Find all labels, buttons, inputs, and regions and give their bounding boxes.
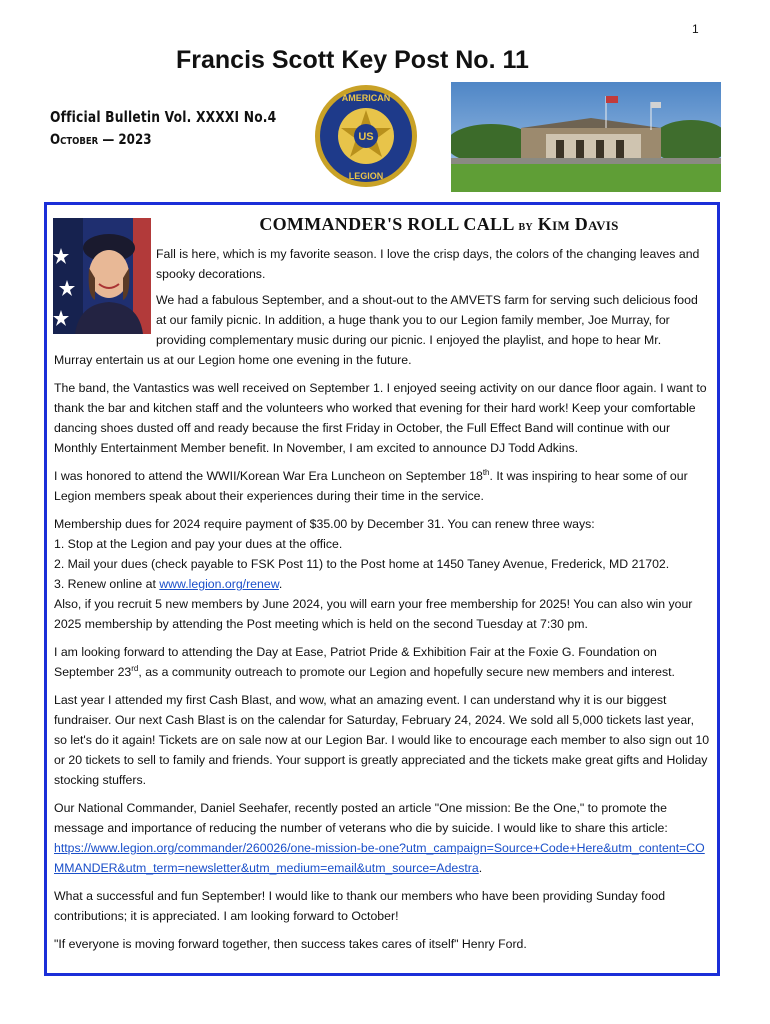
paragraph-1: Fall is here, which is my favorite season. I love the crisp days, the colors of the changing leaves and spooky decorations. — [156, 247, 700, 281]
paragraph-6 — [54, 642, 710, 682]
paragraph-4-text: I was honored to attend the WWII/Korean War Era Luncheon on September 18 — [54, 469, 483, 483]
newsletter-title: Francis Scott Key Post No. 11 — [176, 46, 529, 74]
paragraph-4 — [54, 466, 710, 506]
american-legion-emblem — [314, 84, 418, 188]
renew-option-3-end: . — [278, 577, 283, 591]
svg-text:LEGION: LEGION — [348, 171, 384, 181]
paragraph-2a: We had a fabulous September, and a shout-out to the AMVETS farm for serving such delicious food at our family picnic. In addition, a huge thank you to our Legion family member, Joe Murray, for providing complementary music during our picnic. I enjoyed the playlist, and hope to hear Mr. — [156, 293, 698, 347]
paragraph-8: Our National Commander, Daniel Seehafer, recently posted an article "One mission: Be the One," to promote the message and importance of reducing the number of veterans who die by suicide. I would like to share this article: — [54, 801, 668, 835]
bulletin-month: October — 2023 — [50, 132, 152, 148]
article-heading — [158, 214, 720, 235]
renew-option-3-text: 3. Renew online at — [54, 577, 160, 591]
renew-option-3 — [54, 574, 710, 594]
article-link-line — [54, 838, 710, 878]
heading-main: COMMANDER'S ROLL CALL — [259, 214, 514, 234]
heading-author: Kim Davis — [537, 214, 619, 234]
paragraph-6-text: I am looking forward to attending the Day at Ease, Patriot Pride & Exhibition Fair at the Foxie G. Foundation on September 23 — [54, 645, 657, 679]
bulletin-volume: Official Bulletin Vol. XXXXI No.4 — [50, 108, 277, 126]
svg-text:AMERICAN: AMERICAN — [341, 93, 391, 103]
paragraph-3: The band, the Vantastics was well received on September 1. I enjoyed seeing activity on our dance floor again. I want to thank the bar and kitchen staff and the volunteers who worked that evening for their hard work! Keep your comfortable dancing shoes dusted off and ready because the first Friday in October, the Full Effect Band will continue with our Monthly Entertainment Member benefit. In November, I am excited to announce DJ Todd Adkins. — [54, 381, 707, 455]
paragraph-2b: Murray entertain us at our Legion home one evening in the future. — [54, 353, 412, 367]
page-number: 1 — [692, 22, 699, 36]
paragraph-7: Last year I attended my first Cash Blast, and wow, what an amazing event. I can understand why it is our biggest fundraiser. Our next Cash Blast is on the calendar for Saturday, February 24, 2024. We sold all 5,000 tickets last year, so let's do it again! Tickets are on sale now at our Legion Bar. I would like to encourage each member to also sign out 10 or 20 tickets to sell to family and friends. Your support is greatly appreciated and the tickets make great gifts and Holiday stocking stuffers. — [54, 693, 710, 787]
ordinal-suffix: rd — [131, 663, 139, 673]
closing-quote: "If everyone is moving forward together, then success takes cares of itself" Henry Ford. — [54, 937, 527, 951]
post-building-photo — [451, 82, 721, 192]
renew-option-2: 2. Mail your dues (check payable to FSK Post 11) to the Post home at 1450 Taney Avenue, Frederick, MD 21702. — [54, 557, 670, 571]
membership-intro: Membership dues for 2024 require payment of $35.00 by December 31. You can renew three ways: — [54, 517, 595, 531]
heading-by: by — [518, 219, 533, 234]
ordinal-suffix: th — [482, 467, 490, 477]
renew-link[interactable]: www.legion.org/renew — [159, 577, 279, 591]
paragraph-6-text-end: , as a community outreach to promote our Legion and hopefully secure new members and interest. — [138, 665, 675, 679]
article-link-end: . — [478, 861, 483, 875]
recruit-paragraph: Also, if you recruit 5 new members by June 2024, you will earn your free membership for 2025! You can also win your 2025 membership by attending the Post meeting which is held on the second Tuesday at 7:30 pm. — [54, 597, 693, 631]
renew-option-1: 1. Stop at the Legion and pay your dues at the office. — [54, 537, 343, 551]
paragraph-9: What a successful and fun September! I would like to thank our members who have been providing Sunday food contributions; it is appreciated. I am looking forward to October! — [54, 889, 666, 923]
commander-article-link[interactable]: https://www.legion.org/commander/260026/one-mission-be-one?utm_campaign=Source+Code+Here&utm_content=COMMANDER&utm_term=newsletter&utm_medium=email&utm_source=Adestra — [54, 841, 705, 875]
svg-text:US: US — [358, 131, 374, 143]
paragraph-4-text-end: . It was inspiring to hear some of our Legion members speak about their experiences during their time in the service. — [54, 469, 688, 503]
article-body — [54, 244, 710, 954]
